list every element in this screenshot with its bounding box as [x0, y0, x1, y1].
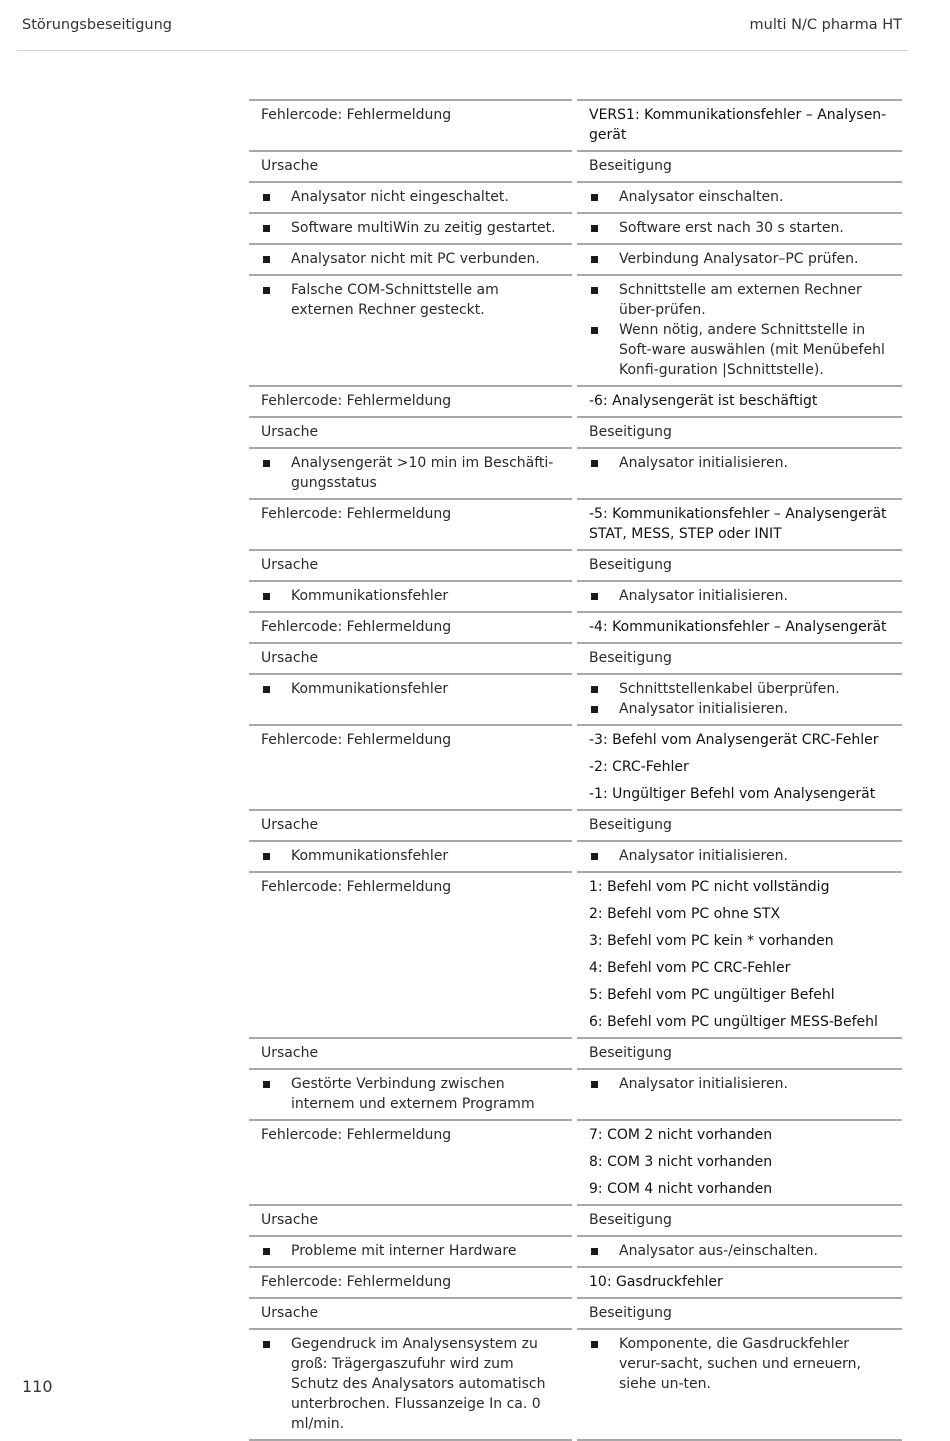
fix-cell	[577, 1237, 902, 1268]
cause-fix-header-row	[249, 152, 902, 183]
running-header-product: multi N/C pharma HT	[749, 17, 902, 33]
error-section	[249, 99, 902, 387]
error-code-row	[249, 387, 902, 418]
cause-bullet-item	[261, 187, 560, 207]
fix-bullet-item	[589, 320, 890, 380]
error-code-label-cell	[249, 1121, 572, 1206]
cause-fix-row	[249, 276, 902, 387]
cause-fix-row	[249, 675, 902, 726]
cause-text: Analysator nicht mit PC verbunden.	[291, 251, 540, 267]
fix-header-cell	[577, 1299, 902, 1330]
error-code-label: Fehlercode: Fehlermeldung	[261, 732, 452, 748]
cause-header: Ursache	[261, 158, 319, 174]
fix-text: Analysator initialisieren.	[619, 701, 788, 717]
cause-text: Probleme mit interner Hardware	[291, 1243, 517, 1259]
error-message: 5: Befehl vom PC ungültiger Befehl	[589, 987, 835, 1003]
fix-bullet-item	[589, 846, 890, 866]
error-message: 7: COM 2 nicht vorhanden	[589, 1127, 773, 1143]
fix-header-cell	[577, 152, 902, 183]
page-number: 110	[22, 1377, 53, 1396]
error-code-row	[249, 873, 902, 1039]
error-message: -1: Ungültiger Befehl vom Analysengerät	[589, 786, 876, 802]
cause-bullet-item	[261, 1334, 560, 1434]
cause-header: Ursache	[261, 557, 319, 573]
error-code-label-cell	[249, 873, 572, 1039]
fix-header: Beseitigung	[589, 817, 672, 833]
error-message-cell	[577, 873, 902, 1039]
error-code-label: Fehlercode: Fehlermeldung	[261, 107, 452, 123]
error-code-row	[249, 613, 902, 644]
error-code-label: Fehlercode: Fehlermeldung	[261, 1274, 452, 1290]
fix-cell	[577, 449, 902, 500]
fix-text: Analysator initialisieren.	[619, 455, 788, 471]
error-code-label: Fehlercode: Fehlermeldung	[261, 879, 452, 895]
fix-cell	[577, 1070, 902, 1121]
error-code-label-cell	[249, 1268, 572, 1299]
error-code-label-cell	[249, 613, 572, 644]
cause-bullet-item	[261, 453, 560, 493]
error-message: 2: Befehl vom PC ohne STX	[589, 906, 781, 922]
error-code-row	[249, 1268, 902, 1299]
fix-header: Beseitigung	[589, 424, 672, 440]
error-code-label-cell	[249, 99, 572, 152]
cause-fix-header-row	[249, 1039, 902, 1070]
error-message: -4: Kommunikationsfehler – Analysengerät	[589, 619, 887, 635]
fix-header: Beseitigung	[589, 1305, 672, 1321]
fix-bullet-item	[589, 453, 890, 473]
cause-bullet-item	[261, 679, 560, 699]
error-message: -5: Kommunikationsfehler – Analysengerät STAT, MESS, STEP oder INIT	[589, 506, 887, 542]
cause-header: Ursache	[261, 1212, 319, 1228]
error-message: 1: Befehl vom PC nicht vollständig	[589, 879, 830, 895]
error-message-cell	[577, 726, 902, 811]
fix-header-cell	[577, 811, 902, 842]
fix-text: Analysator initialisieren.	[619, 1076, 788, 1092]
cause-fix-header-row	[249, 644, 902, 675]
running-header-section: Störungsbeseitigung	[22, 17, 172, 33]
cause-text: Analysator nicht eingeschaltet.	[291, 189, 509, 205]
cause-text: Kommunikationsfehler	[291, 588, 449, 604]
cause-header-cell	[249, 418, 572, 449]
fix-cell	[577, 1330, 902, 1441]
error-code-row	[249, 99, 902, 152]
fix-bullet-item	[589, 187, 890, 207]
error-code-label: Fehlercode: Fehlermeldung	[261, 619, 452, 635]
fix-text: Schnittstellenkabel überprüfen.	[619, 681, 840, 697]
fix-header-cell	[577, 644, 902, 675]
cause-text: Gegendruck im Analysensystem zu groß: Trägergaszufuhr wird zum Schutz des Analysators automatisch unterbrochen. Flussanzeige In ca. 0 ml/min.	[291, 1336, 546, 1432]
fix-bullet-item	[589, 280, 890, 320]
cause-cell	[249, 842, 572, 873]
fix-header: Beseitigung	[589, 650, 672, 666]
fix-header-cell	[577, 418, 902, 449]
error-message: 9: COM 4 nicht vorhanden	[589, 1181, 773, 1197]
error-code-label: Fehlercode: Fehlermeldung	[261, 393, 452, 409]
cause-cell	[249, 1330, 572, 1441]
fix-cell	[577, 675, 902, 726]
error-code-row	[249, 500, 902, 551]
fix-header-cell	[577, 1039, 902, 1070]
error-message: 8: COM 3 nicht vorhanden	[589, 1154, 773, 1170]
cause-bullet-item	[261, 249, 560, 269]
fix-header: Beseitigung	[589, 557, 672, 573]
fix-cell	[577, 582, 902, 613]
fix-bullet-item	[589, 1074, 890, 1094]
cause-text: Falsche COM-Schnittstelle am externen Rechner gesteckt.	[291, 282, 499, 318]
fix-header-cell	[577, 1206, 902, 1237]
cause-header: Ursache	[261, 1045, 319, 1061]
cause-cell	[249, 1070, 572, 1121]
error-message-cell	[577, 500, 902, 551]
fix-bullet-item	[589, 1334, 890, 1394]
cause-fix-row	[249, 842, 902, 873]
error-code-row	[249, 1121, 902, 1206]
error-message: -6: Analysengerät ist beschäftigt	[589, 393, 818, 409]
error-code-label-cell	[249, 387, 572, 418]
cause-fix-header-row	[249, 551, 902, 582]
cause-cell	[249, 245, 572, 276]
cause-cell	[249, 183, 572, 214]
fix-bullet-item	[589, 249, 890, 269]
cause-header-cell	[249, 551, 572, 582]
cause-text: Gestörte Verbindung zwischen internem und externem Programm	[291, 1076, 535, 1112]
cause-bullet-item	[261, 846, 560, 866]
cause-header-cell	[249, 811, 572, 842]
cause-fix-header-row	[249, 1299, 902, 1330]
fix-text: Analysator einschalten.	[619, 189, 784, 205]
cause-header: Ursache	[261, 650, 319, 666]
error-message-cell	[577, 1121, 902, 1206]
fix-bullet-item	[589, 679, 890, 699]
fix-text: Wenn nötig, andere Schnittstelle in Soft-ware auswählen (mit Menübefehl Konfi-guration |Schnittstelle).	[619, 322, 885, 378]
cause-cell	[249, 214, 572, 245]
cause-bullet-item	[261, 586, 560, 606]
error-message-cell	[577, 613, 902, 644]
fix-cell	[577, 276, 902, 387]
cause-header-cell	[249, 1206, 572, 1237]
error-section	[249, 726, 902, 873]
fix-cell	[577, 214, 902, 245]
cause-fix-row	[249, 1070, 902, 1121]
fix-cell	[577, 183, 902, 214]
cause-text: Kommunikationsfehler	[291, 681, 449, 697]
cause-bullet-item	[261, 1241, 560, 1261]
error-message-cell	[577, 387, 902, 418]
cause-fix-row	[249, 214, 902, 245]
cause-cell	[249, 449, 572, 500]
cause-fix-row	[249, 183, 902, 214]
cause-text: Software multiWin zu zeitig gestartet.	[291, 220, 556, 236]
error-section	[249, 873, 902, 1121]
cause-bullet-item	[261, 218, 560, 238]
fix-text: Schnittstelle am externen Rechner über-prüfen.	[619, 282, 862, 318]
error-code-label-cell	[249, 726, 572, 811]
cause-fix-row	[249, 1330, 902, 1441]
cause-header: Ursache	[261, 424, 319, 440]
cause-fix-row	[249, 582, 902, 613]
error-section	[249, 1268, 902, 1441]
fix-text: Analysator initialisieren.	[619, 848, 788, 864]
error-section	[249, 387, 902, 500]
cause-fix-row	[249, 449, 902, 500]
error-message: -2: CRC-Fehler	[589, 759, 689, 775]
cause-fix-header-row	[249, 811, 902, 842]
error-section	[249, 500, 902, 613]
cause-cell	[249, 1237, 572, 1268]
cause-header-cell	[249, 1039, 572, 1070]
fix-text: Analysator initialisieren.	[619, 588, 788, 604]
cause-fix-header-row	[249, 418, 902, 449]
error-message: 6: Befehl vom PC ungültiger MESS-Befehl	[589, 1014, 878, 1030]
fix-bullet-item	[589, 218, 890, 238]
fix-header: Beseitigung	[589, 158, 672, 174]
error-code-table	[249, 99, 902, 1441]
fix-header: Beseitigung	[589, 1045, 672, 1061]
error-code-label-cell	[249, 500, 572, 551]
cause-header-cell	[249, 152, 572, 183]
fix-bullet-item	[589, 1241, 890, 1261]
error-message: 4: Befehl vom PC CRC-Fehler	[589, 960, 791, 976]
error-section	[249, 1121, 902, 1268]
fix-text: Analysator aus-/einschalten.	[619, 1243, 818, 1259]
error-section	[249, 613, 902, 726]
error-message: 3: Befehl vom PC kein * vorhanden	[589, 933, 834, 949]
cause-bullet-item	[261, 1074, 560, 1114]
fix-text: Software erst nach 30 s starten.	[619, 220, 844, 236]
error-message: VERS1: Kommunikationsfehler – Analysen-gerät	[589, 107, 887, 143]
cause-header-cell	[249, 1299, 572, 1330]
cause-header-cell	[249, 644, 572, 675]
fix-header-cell	[577, 551, 902, 582]
error-code-row	[249, 726, 902, 811]
error-message: -3: Befehl vom Analysengerät CRC-Fehler	[589, 732, 879, 748]
error-message-cell	[577, 1268, 902, 1299]
cause-cell	[249, 582, 572, 613]
cause-fix-row	[249, 1237, 902, 1268]
cause-text: Kommunikationsfehler	[291, 848, 449, 864]
cause-fix-row	[249, 245, 902, 276]
cause-bullet-item	[261, 280, 560, 320]
cause-header: Ursache	[261, 817, 319, 833]
fix-bullet-item	[589, 586, 890, 606]
cause-cell	[249, 675, 572, 726]
fix-text: Komponente, die Gasdruckfehler verur-sacht, suchen und erneuern, siehe un-ten.	[619, 1336, 861, 1392]
fix-bullet-item	[589, 699, 890, 719]
fix-header: Beseitigung	[589, 1212, 672, 1228]
fix-cell	[577, 842, 902, 873]
cause-fix-header-row	[249, 1206, 902, 1237]
error-code-label: Fehlercode: Fehlermeldung	[261, 506, 452, 522]
error-message: 10: Gasdruckfehler	[589, 1274, 723, 1290]
error-message-cell	[577, 99, 902, 152]
cause-cell	[249, 276, 572, 387]
cause-text: Analysengerät >10 min im Beschäfti-gungsstatus	[291, 455, 554, 491]
fix-text: Verbindung Analysator–PC prüfen.	[619, 251, 859, 267]
cause-header: Ursache	[261, 1305, 319, 1321]
header-divider	[17, 50, 908, 51]
error-code-label: Fehlercode: Fehlermeldung	[261, 1127, 452, 1143]
fix-cell	[577, 245, 902, 276]
